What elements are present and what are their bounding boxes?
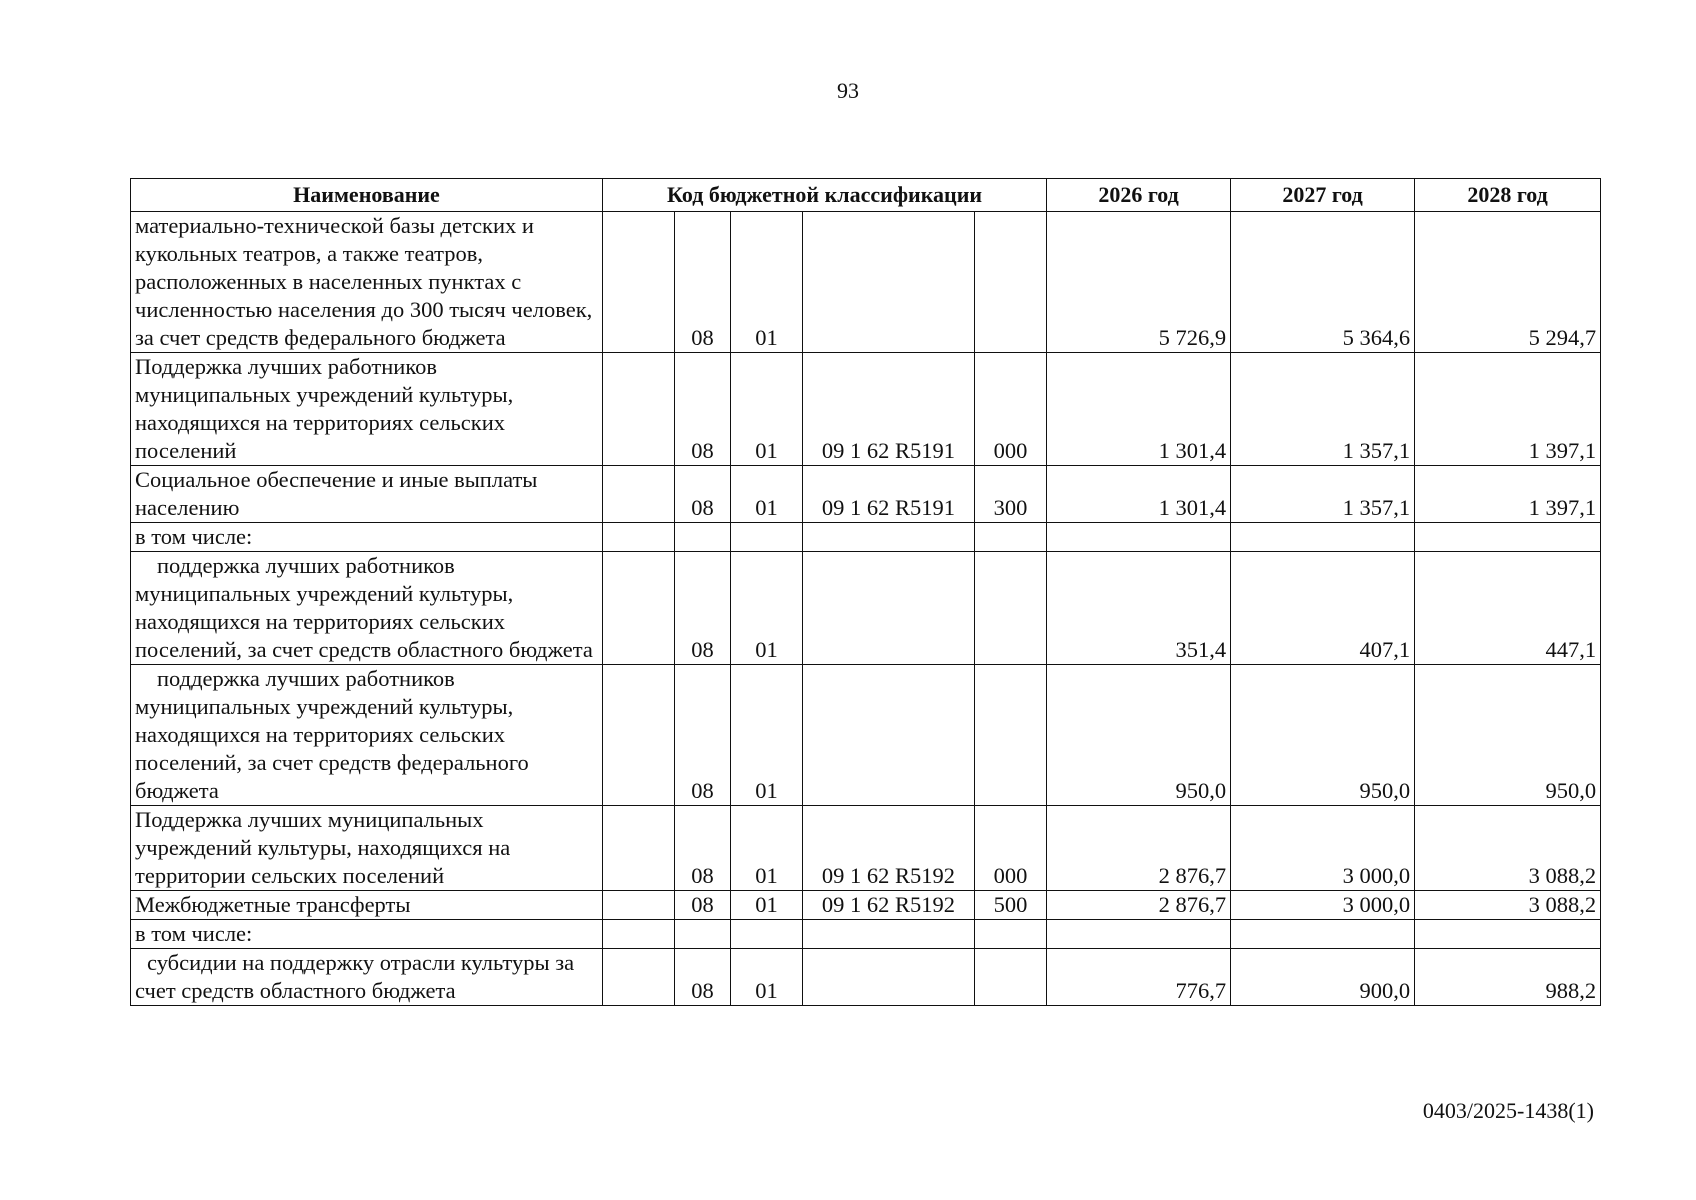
row-2028: 447,1 [1415,552,1601,665]
row-csr: 09 1 62 R5191 [803,466,975,523]
row-2028: 1 397,1 [1415,353,1601,466]
row-2028: 3 088,2 [1415,806,1601,891]
row-rz: 08 [675,949,731,1006]
row-extra [603,212,675,353]
row-2027: 1 357,1 [1231,353,1415,466]
row-csr [803,212,975,353]
row-rz: 08 [675,665,731,806]
row-2027: 950,0 [1231,665,1415,806]
row-2028: 988,2 [1415,949,1601,1006]
row-csr: 09 1 62 R5191 [803,353,975,466]
row-name: материально-технической базы детских и кукольных театров, а также театров, расположенных в населенных пунктах с численностью населения до 300 тысяч человек, за счет средств федерального бюджета [131,212,603,353]
row-2028: 5 294,7 [1415,212,1601,353]
row-2028: 1 397,1 [1415,466,1601,523]
row-vr [975,212,1047,353]
row-name: поддержка лучших работников муниципальных учреждений культуры, находящихся на территориях сельских поселений, за счет средств областного бюджета [131,552,603,665]
row-vr [975,552,1047,665]
row-name: поддержка лучших работников муниципальных учреждений культуры, находящихся на территориях сельских поселений, за счет средств федерального бюджета [131,665,603,806]
row-pr: 01 [731,891,803,920]
row-csr [803,665,975,806]
row-pr: 01 [731,212,803,353]
header-code: Код бюджетной классификации [603,179,1047,212]
table-row [131,353,1601,466]
row-vr [975,920,1047,949]
row-csr [803,552,975,665]
row-vr: 000 [975,353,1047,466]
row-pr [731,523,803,552]
row-2027: 407,1 [1231,552,1415,665]
row-csr [803,949,975,1006]
row-vr: 300 [975,466,1047,523]
row-2028 [1415,920,1601,949]
row-name: в том числе: [131,523,603,552]
row-extra [603,466,675,523]
row-name: субсидии на поддержку отрасли культуры за счет средств областного бюджета [131,949,603,1006]
row-2026: 776,7 [1047,949,1231,1006]
row-pr: 01 [731,949,803,1006]
row-rz: 08 [675,353,731,466]
row-extra [603,523,675,552]
table-row [131,949,1601,1006]
row-2026 [1047,920,1231,949]
row-csr [803,920,975,949]
row-extra [603,552,675,665]
row-rz: 08 [675,212,731,353]
row-2026: 1 301,4 [1047,466,1231,523]
table-row [131,552,1601,665]
row-pr: 01 [731,466,803,523]
row-rz: 08 [675,806,731,891]
row-pr: 01 [731,665,803,806]
row-rz: 08 [675,891,731,920]
row-name: Поддержка лучших муниципальных учреждений культуры, находящихся на территории сельских поселений [131,806,603,891]
row-csr [803,523,975,552]
row-2026: 5 726,9 [1047,212,1231,353]
row-2026: 351,4 [1047,552,1231,665]
row-extra [603,665,675,806]
row-rz [675,523,731,552]
row-rz: 08 [675,552,731,665]
header-2026: 2026 год [1047,179,1231,212]
row-csr: 09 1 62 R5192 [803,891,975,920]
row-2028: 3 088,2 [1415,891,1601,920]
row-2027: 900,0 [1231,949,1415,1006]
row-2028: 950,0 [1415,665,1601,806]
header-2027: 2027 год [1231,179,1415,212]
table-row [131,212,1601,353]
budget-table [130,178,1601,1006]
row-vr [975,523,1047,552]
row-2026: 950,0 [1047,665,1231,806]
row-name: в том числе: [131,920,603,949]
row-pr: 01 [731,806,803,891]
table-header-row [131,179,1601,212]
row-pr: 01 [731,353,803,466]
row-2028 [1415,523,1601,552]
page-number: 93 [837,78,859,103]
table-row [131,920,1601,949]
row-2027: 5 364,6 [1231,212,1415,353]
row-2026: 2 876,7 [1047,806,1231,891]
row-rz: 08 [675,466,731,523]
row-2027 [1231,523,1415,552]
table-row [131,806,1601,891]
row-vr: 000 [975,806,1047,891]
row-pr [731,920,803,949]
document-id: 0403/2025-1438(1) [1422,1098,1594,1123]
row-name: Межбюджетные трансферты [131,891,603,920]
row-extra [603,806,675,891]
row-2027: 3 000,0 [1231,806,1415,891]
table-row [131,891,1601,920]
row-vr [975,665,1047,806]
row-vr [975,949,1047,1006]
row-csr: 09 1 62 R5192 [803,806,975,891]
row-name: Социальное обеспечение и иные выплаты населению [131,466,603,523]
header-2028: 2028 год [1415,179,1601,212]
row-extra [603,891,675,920]
row-2027: 3 000,0 [1231,891,1415,920]
row-rz [675,920,731,949]
table-row [131,466,1601,523]
row-extra [603,353,675,466]
table-row [131,523,1601,552]
row-2026: 2 876,7 [1047,891,1231,920]
row-vr: 500 [975,891,1047,920]
row-2027: 1 357,1 [1231,466,1415,523]
row-pr: 01 [731,552,803,665]
row-2026 [1047,523,1231,552]
row-name: Поддержка лучших работников муниципальных учреждений культуры, находящихся на территориях сельских поселений [131,353,603,466]
table-row [131,665,1601,806]
row-2026: 1 301,4 [1047,353,1231,466]
row-extra [603,949,675,1006]
row-2027 [1231,920,1415,949]
header-name: Наименование [131,179,603,212]
row-extra [603,920,675,949]
